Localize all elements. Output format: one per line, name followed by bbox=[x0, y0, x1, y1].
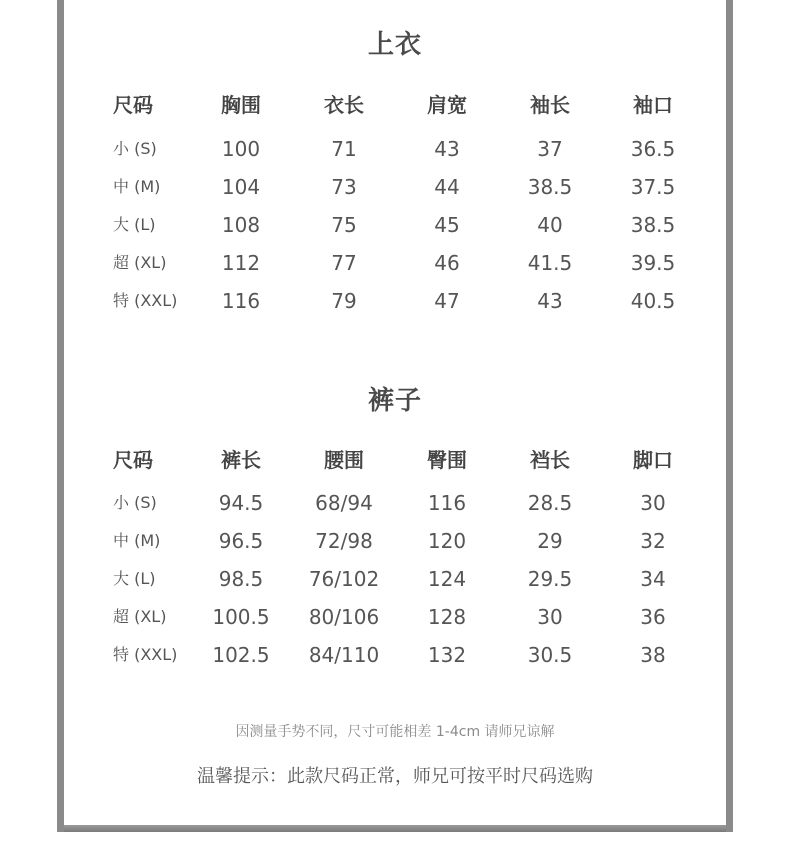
size-label: 小 (S) bbox=[113, 493, 157, 512]
table-cell: 98.5 bbox=[218, 567, 264, 591]
table-cell: 37 bbox=[537, 137, 563, 161]
table-cell: 40 bbox=[537, 213, 563, 237]
header-cell: 袖口 bbox=[633, 93, 673, 117]
table-cell: 84/110 bbox=[308, 643, 380, 667]
table-cell: 44 bbox=[434, 175, 460, 199]
table-cell: 108 bbox=[221, 213, 261, 237]
table-cell: 116 bbox=[427, 491, 467, 515]
table-cell: 72/98 bbox=[315, 529, 373, 553]
table-cell: 43 bbox=[434, 137, 460, 161]
table-cell: 116 bbox=[221, 289, 261, 313]
header-cell: 尺码 bbox=[113, 93, 153, 117]
table-cell: 120 bbox=[427, 529, 467, 553]
table-row bbox=[0, 172, 790, 202]
table-cell: 30 bbox=[537, 605, 563, 629]
measurement-note: 因测量手势不同，尺寸可能相差 1-4cm 请师兄谅解 bbox=[235, 724, 555, 740]
table-cell: 45 bbox=[434, 213, 460, 237]
table-cell: 102.5 bbox=[212, 643, 270, 667]
table-cell: 112 bbox=[221, 251, 261, 275]
size-label: 中 (M) bbox=[113, 177, 161, 196]
table-cell: 77 bbox=[331, 251, 357, 275]
header-cell: 腰围 bbox=[324, 448, 364, 472]
table-cell: 29.5 bbox=[527, 567, 573, 591]
table-cell: 80/106 bbox=[308, 605, 380, 629]
size-label: 特 (XXL) bbox=[113, 645, 178, 664]
pants-title: 裤子 bbox=[367, 386, 422, 416]
table-cell: 39.5 bbox=[630, 251, 676, 275]
table-cell: 28.5 bbox=[527, 491, 573, 515]
table-cell: 68/94 bbox=[315, 491, 373, 515]
table-cell: 104 bbox=[221, 175, 261, 199]
table-cell: 38.5 bbox=[630, 213, 676, 237]
table-row bbox=[0, 248, 790, 278]
header-cell: 臀围 bbox=[427, 448, 467, 472]
table-cell: 100 bbox=[221, 137, 261, 161]
header-cell: 裤长 bbox=[221, 448, 261, 472]
table-row bbox=[0, 564, 790, 594]
table-header-row bbox=[0, 90, 790, 120]
header-cell: 衣长 bbox=[324, 93, 364, 117]
table-cell: 43 bbox=[537, 289, 563, 313]
table-cell: 30 bbox=[640, 491, 666, 515]
table-cell: 96.5 bbox=[218, 529, 264, 553]
size-tip: 温馨提示：此款尺码正常，师兄可按平时尺码选购 bbox=[197, 766, 593, 787]
header-cell: 肩宽 bbox=[427, 93, 467, 117]
table-header-row bbox=[0, 445, 790, 475]
size-label: 特 (XXL) bbox=[113, 291, 178, 310]
table-cell: 132 bbox=[427, 643, 467, 667]
table-row bbox=[0, 526, 790, 556]
size-label: 超 (XL) bbox=[113, 253, 167, 272]
table-cell: 94.5 bbox=[218, 491, 264, 515]
table-cell: 46 bbox=[434, 251, 460, 275]
table-cell: 100.5 bbox=[212, 605, 270, 629]
table-row bbox=[0, 640, 790, 670]
table-cell: 71 bbox=[331, 137, 357, 161]
table-cell: 75 bbox=[331, 213, 357, 237]
table-cell: 40.5 bbox=[630, 289, 676, 313]
table-cell: 30.5 bbox=[527, 643, 573, 667]
size-label: 小 (S) bbox=[113, 139, 157, 158]
table-cell: 38 bbox=[640, 643, 666, 667]
table-cell: 41.5 bbox=[527, 251, 573, 275]
size-label: 大 (L) bbox=[113, 215, 156, 234]
header-cell: 尺码 bbox=[113, 448, 153, 472]
table-cell: 124 bbox=[427, 567, 467, 591]
size-label: 超 (XL) bbox=[113, 607, 167, 626]
table-cell: 29 bbox=[537, 529, 563, 553]
size-label: 中 (M) bbox=[113, 531, 161, 550]
table-cell: 38.5 bbox=[527, 175, 573, 199]
table-row bbox=[0, 210, 790, 240]
header-cell: 胸围 bbox=[221, 93, 261, 117]
header-cell: 脚口 bbox=[633, 448, 673, 472]
table-row bbox=[0, 134, 790, 164]
table-row bbox=[0, 488, 790, 518]
table-cell: 128 bbox=[427, 605, 467, 629]
tops-title: 上衣 bbox=[367, 30, 422, 60]
header-cell: 袖长 bbox=[530, 93, 570, 117]
table-row bbox=[0, 286, 790, 316]
table-cell: 34 bbox=[640, 567, 666, 591]
table-cell: 79 bbox=[331, 289, 357, 313]
table-cell: 73 bbox=[331, 175, 357, 199]
table-cell: 37.5 bbox=[630, 175, 676, 199]
header-cell: 裆长 bbox=[530, 448, 570, 472]
table-cell: 36.5 bbox=[630, 137, 676, 161]
table-cell: 47 bbox=[434, 289, 460, 313]
table-cell: 32 bbox=[640, 529, 666, 553]
table-row bbox=[0, 602, 790, 632]
table-cell: 36 bbox=[640, 605, 666, 629]
table-cell: 76/102 bbox=[308, 567, 380, 591]
size-label: 大 (L) bbox=[113, 569, 156, 588]
